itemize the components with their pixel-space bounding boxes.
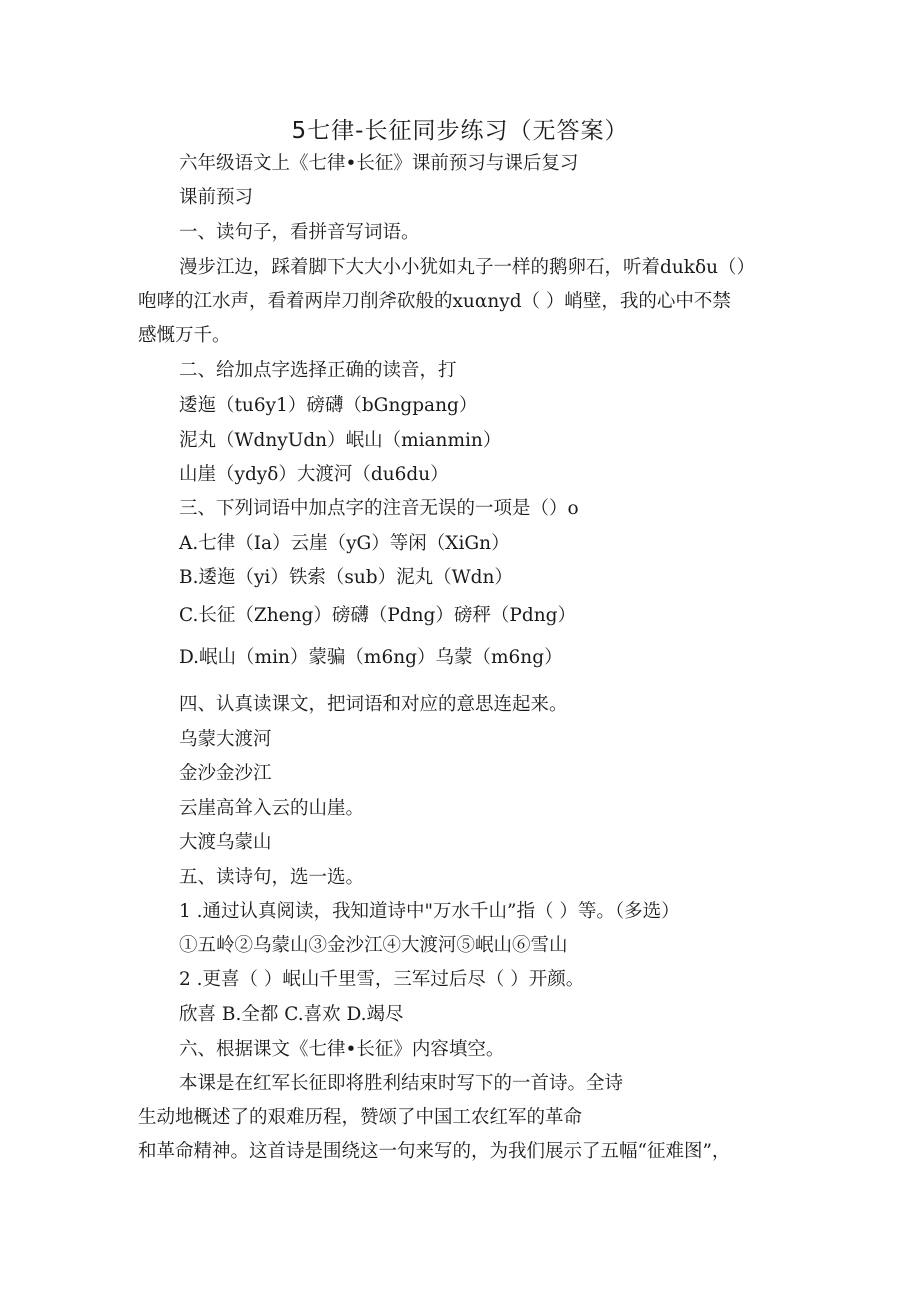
q2-row: 山崖（ydyδ）大渡河（du6du） xyxy=(179,464,449,485)
q2-row: 逶迤（tu6y1）磅礴（bGngpang） xyxy=(179,395,478,416)
q1-line-1: 漫步江边，踩着脚下大大小小犹如丸子一样的鹅卵石，听着dukδu（） xyxy=(179,257,756,278)
q5-item-1-choices: ①五岭②乌蒙山③金沙江④大渡河⑤岷山⑥雪山 xyxy=(179,935,568,956)
q3-option-a: A.七律（Ia）云崖（yG）等闲（XiGn） xyxy=(179,533,510,554)
q4-row: 大渡乌蒙山 xyxy=(179,832,272,853)
q2-heading: 二、给加点字选择正确的读音，打 xyxy=(179,360,457,381)
q3-option-d: D.岷山（min）蒙骗（m6ng）乌蒙（m6ng） xyxy=(179,647,563,668)
q3-option-b: B.逶迤（yi）铁索（sub）泥丸（Wdn） xyxy=(179,567,513,588)
q4-row: 云崖高耸入云的山崖。 xyxy=(179,798,365,819)
q5-item-2: 2 .更喜（ ）岷山千里雪，三军过后尽（ ）开颜。 xyxy=(179,969,585,990)
q1-line-3: 感慨万千。 xyxy=(138,325,231,346)
q5-item-2-choices: 欣喜 B.全都 C.喜欢 D.竭尽 xyxy=(179,1004,404,1025)
q4-row: 金沙金沙江 xyxy=(179,763,272,784)
q6-line-2: 生动地概述了的艰难历程，赞颂了中国工农红军的革命 xyxy=(138,1107,583,1128)
q3-option-c: C.长征（Zheng）磅礴（Pdng）磅秤（Pdng） xyxy=(179,605,576,626)
q6-line-1: 本课是在红军长征即将胜利结束时写下的一首诗。全诗 xyxy=(179,1073,624,1094)
document-subtitle: 六年级语文上《七律•长征》课前预习与课后复习 xyxy=(179,153,579,174)
document-title: 5七律-长征同步练习（无答案） xyxy=(291,118,629,144)
q3-heading: 三、下列词语中加点字的注音无误的一项是（）o xyxy=(179,498,579,519)
q1-heading: 一、读句子，看拼音写词语。 xyxy=(179,222,420,243)
q2-row: 泥丸（WdnyUdn）岷山（mianmin） xyxy=(179,430,502,451)
q6-heading: 六、根据课文《七律•长征》内容填空。 xyxy=(179,1039,505,1060)
section-preview-heading: 课前预习 xyxy=(179,187,254,208)
q1-line-2: 咆哮的江水声，看着两岸刀削斧砍般的xuαnyd（ ）峭壁，我的心中不禁 xyxy=(138,291,731,312)
q5-heading: 五、读诗句，选一选。 xyxy=(179,867,365,888)
q4-row: 乌蒙大渡河 xyxy=(179,729,272,750)
q6-line-3: 和革命精神。这首诗是围绕这一句来写的，为我们展示了五幅“征难图”， xyxy=(138,1141,731,1162)
q4-heading: 四、认真读课文，把词语和对应的意思连起来。 xyxy=(179,694,568,715)
q5-item-1: 1 .通过认真阅读，我知道诗中"万水千山”指（ ）等。（多选） xyxy=(179,901,680,922)
